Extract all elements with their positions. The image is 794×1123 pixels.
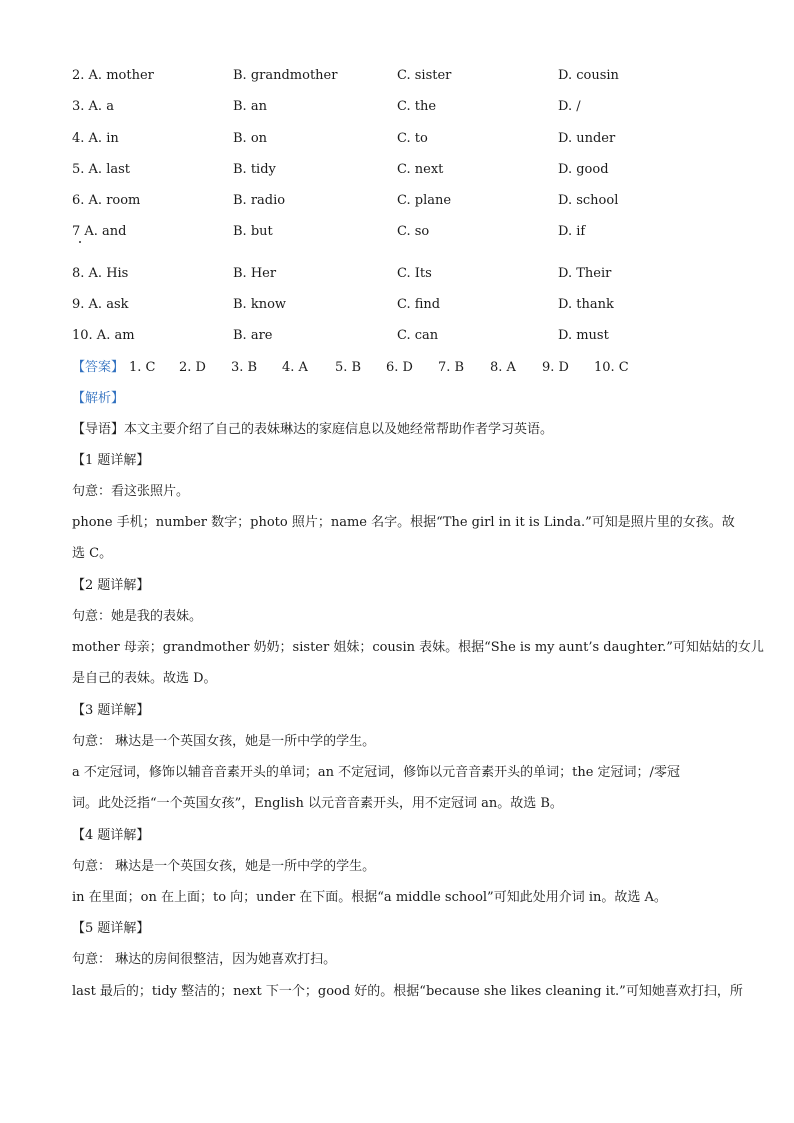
option-c: C. Its	[397, 266, 432, 281]
option-b: B. radio	[233, 193, 286, 208]
q1-explanation-cont: 选 C。	[72, 546, 113, 561]
option-a: 7 A. and	[72, 224, 127, 239]
q1-explanation: phone 手机；number 数字；photo 照片；name 名字。根据“The girl in it is Linda.”可知是照片里的女孩。故	[72, 515, 735, 530]
option-d: D. good	[558, 162, 609, 177]
option-a: 8. A. His	[72, 266, 129, 281]
option-c: C. to	[397, 131, 428, 146]
option-b: B. on	[233, 131, 268, 146]
option-c: C. plane	[397, 193, 452, 208]
answer-item: 10. C	[594, 360, 629, 375]
stray-dot-mark	[79, 241, 81, 243]
answer-item: 2. D	[179, 360, 206, 375]
answer-item: 1. C	[129, 360, 156, 375]
q5-heading: 【5 题详解】	[72, 921, 150, 936]
option-a: 2. A. mother	[72, 68, 154, 83]
option-d: D. if	[558, 224, 586, 239]
option-b: B. know	[233, 297, 287, 312]
option-b: B. Her	[233, 266, 277, 281]
option-a: 6. A. room	[72, 193, 141, 208]
option-d: D. thank	[558, 297, 614, 312]
option-c: C. can	[397, 328, 439, 343]
option-c: C. find	[397, 297, 441, 312]
answer-item: 5. B	[335, 360, 362, 375]
answer-item: 6. D	[386, 360, 413, 375]
q4-heading: 【4 题详解】	[72, 828, 150, 843]
option-c: C. the	[397, 99, 437, 114]
answer-item: 9. D	[542, 360, 569, 375]
option-d: D. Their	[558, 266, 612, 281]
option-c: C. sister	[397, 68, 452, 83]
option-a: 5. A. last	[72, 162, 130, 177]
option-b: B. but	[233, 224, 273, 239]
option-c: C. next	[397, 162, 444, 177]
option-b: B. grandmother	[233, 68, 338, 83]
analysis-heading: 【解析】	[72, 391, 125, 406]
option-b: B. tidy	[233, 162, 276, 177]
option-a: 3. A. a	[72, 99, 114, 114]
answer-item: 8. A	[490, 360, 516, 375]
q1-meaning: 句意：看这张照片。	[72, 484, 190, 499]
q5-explanation: last 最后的；tidy 整洁的；next 下一个；good 好的。根据“because she likes cleaning it.”可知她喜欢打扫，所	[72, 984, 743, 999]
q3-explanation: a 不定冠词，修饰以辅音音素开头的单词；an 不定冠词，修饰以元音音素开头的单词；the 定冠词；/零冠	[72, 765, 680, 780]
q2-explanation-cont: 是自己的表妹。故选 D。	[72, 671, 217, 686]
option-d: D. under	[558, 131, 616, 146]
q1-heading: 【1 题详解】	[72, 453, 150, 468]
answer-label: 【答案】	[72, 360, 125, 375]
guide-paragraph: 【导语】本文主要介绍了自己的表妹琳达的家庭信息以及她经常帮助作者学习英语。	[72, 422, 554, 437]
option-c: C. so	[397, 224, 430, 239]
q3-heading: 【3 题详解】	[72, 703, 150, 718]
option-d: D. school	[558, 193, 619, 208]
q4-meaning: 句意： 琳达是一个英国女孩，她是一所中学的学生。	[72, 859, 376, 874]
q2-explanation: mother 母亲；grandmother 奶奶；sister 姐妹；cousin 表妹。根据“She is my aunt’s daughter.”可知姑姑的女儿	[72, 640, 764, 655]
q2-meaning: 句意：她是我的表妹。	[72, 609, 203, 624]
option-d: D. /	[558, 99, 581, 114]
option-b: B. an	[233, 99, 267, 114]
q2-heading: 【2 题详解】	[72, 578, 150, 593]
option-a: 10. A. am	[72, 328, 135, 343]
q3-explanation-cont: 词。此处泛指“一个英国女孩”，English 以元音音素开头，用不定冠词 an。故选 B。	[72, 796, 563, 811]
answer-item: 7. B	[438, 360, 465, 375]
option-d: D. cousin	[558, 68, 619, 83]
option-b: B. are	[233, 328, 273, 343]
q4-explanation: in 在里面；on 在上面；to 向；under 在下面。根据“a middle school”可知此处用介词 in。故选 A。	[72, 890, 667, 905]
q3-meaning: 句意： 琳达是一个英国女孩，她是一所中学的学生。	[72, 734, 376, 749]
option-a: 9. A. ask	[72, 297, 129, 312]
answer-item: 4. A	[282, 360, 308, 375]
answer-item: 3. B	[231, 360, 258, 375]
option-d: D. must	[558, 328, 609, 343]
q5-meaning: 句意： 琳达的房间很整洁，因为她喜欢打扫。	[72, 952, 337, 967]
option-a: 4. A. in	[72, 131, 119, 146]
